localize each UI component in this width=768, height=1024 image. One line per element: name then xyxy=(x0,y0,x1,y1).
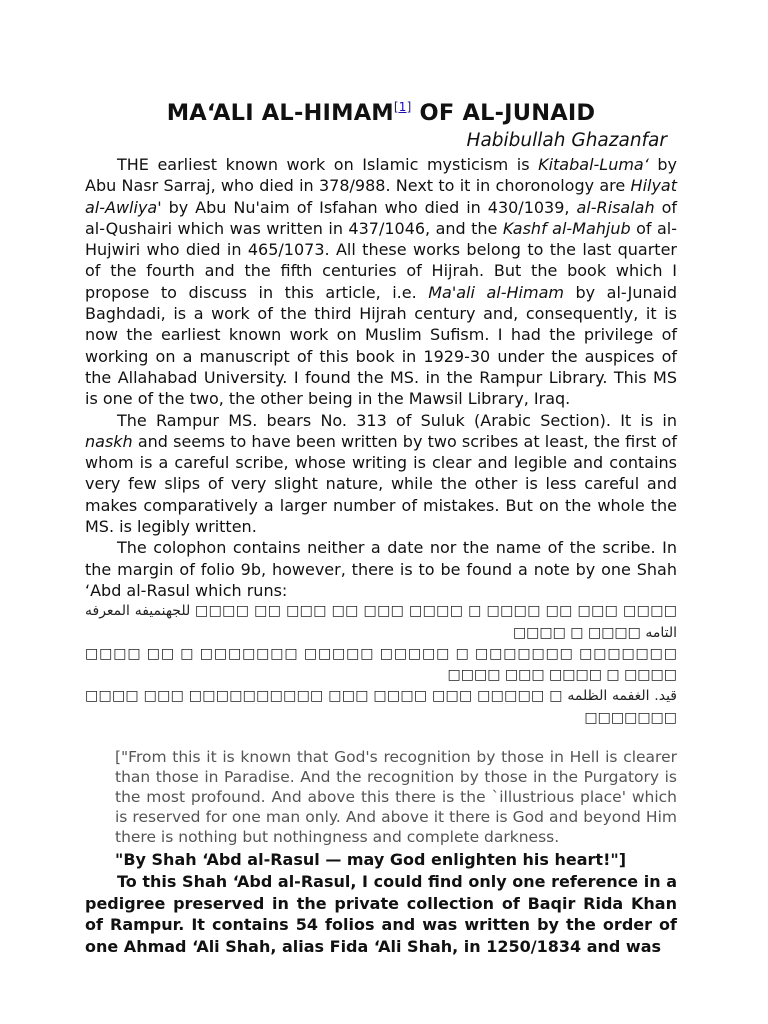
paragraph-1 xyxy=(85,154,677,410)
document-page xyxy=(85,92,677,957)
arabic-line-1: □□□□ □□□ □□ □□□□ □ □□□□ □□□ □□ □□□ □□ □□□□ للجهنميفه المعرفه التامه □□□□ □ □□□□ xyxy=(85,603,677,641)
paragraph-3: The colophon contains neither a date nor the name of the scribe. In the margin of folio 9b, however, there is to be found a note by one Shah ‘Abd al-Rasul which runs: xyxy=(85,538,677,600)
italic-term: naskh xyxy=(85,431,133,451)
arabic-line-2: □□□□□□□ □□□□□□□ □ □□□□□ □□□□□ □□□□□□□ □ □□ □□□□ □□□□ □ □□□□ □□□ □□□□ xyxy=(85,645,677,684)
text-run: of al-Qushairi which was written in 437/1046, and the xyxy=(85,197,678,238)
footnote-link[interactable]: [1] xyxy=(393,100,412,114)
paragraph-4: To this Shah ‘Abd al-Rasul, I could find only one reference in a pedigree preserved in the private collection of Baqir Rida Khan of Rampur. It contains 54 folios and was written by the order of one Ahmad ‘Ali Shah, alias Fida ‘Ali Shah, in 1250/1834 and was xyxy=(85,872,677,956)
title-text-start: MA‘ALI AL-HIMAM xyxy=(166,100,394,126)
arabic-line-3: قيد. الغفمه الظلمه □ □□□□□ □□□ □□□□ □□□ □□□□□□□□□□ □□□ □□□□ □□□□□□□ xyxy=(85,688,677,726)
text-run: and seems to have been written by two scribes at least, the first of whom is a careful scribe, whose writing is clear and legible and contains very few slips of very slight nature, while the other is less careful and makes comparatively a larger number of mistakes. But on the whole the MS. is legibly written. xyxy=(85,431,677,537)
text-run: ' by Abu Nu'aim of Isfahan who died in 430/1039, xyxy=(157,197,577,217)
italic-title: Ma'ali al-Himam xyxy=(428,282,564,302)
translation-quote: ["From this it is known that God's recognition by those in Hell is clearer than those in Paradise. And the recognition by those in the Purgatory is the most profound. And above this there is the `illustrious place' which is reserved for one man only. And above it there is God and beyond Him there is nothing but nothingness and complete darkness. xyxy=(115,748,677,847)
text-run: of al-Hujwiri who died in 465/1073. All these works belong to the last quarter of the fourth and the fifth centuries of Hijrah. But the book which I propose to discuss in this article, i.e. xyxy=(85,218,678,302)
italic-title: Kashf al-Mahjub xyxy=(502,218,631,238)
text-run: by al-Junaid Baghdadi, is a work of the third Hijrah century and, consequently, it is now the earliest known work on Muslim Sufism. I had the privilege of working on a manuscript of this book in 1929-30 under the auspices of the Allahabad University. I found the MS. in the Rampur Library. This MS is one of the two, the other being in the Mawsil Library, Iraq. xyxy=(85,282,678,409)
author-name: Habibullah Ghazanfar xyxy=(466,130,667,151)
document-title xyxy=(85,92,677,128)
title-text-end: OF AL-JUNAID xyxy=(411,100,596,126)
italic-title: Kitabal-Luma‘ xyxy=(538,155,649,174)
italic-title: al-Risalah xyxy=(576,197,655,217)
quote-attribution: "By Shah ‘Abd al-Rasul — may God enlighten his heart!"] xyxy=(115,850,627,870)
text-run: by Abu Nasr Sarraj, who died in 378/988. Next to it in choronology are xyxy=(85,155,677,196)
text-run: THE earliest known work on Islamic mysticism is xyxy=(117,155,539,174)
paragraph-2 xyxy=(85,410,677,538)
text-run: The Rampur MS. bears No. 313 of Suluk (Arabic Section). It is in xyxy=(117,410,677,430)
italic-title: Hilyat al-Awliya xyxy=(85,176,677,217)
